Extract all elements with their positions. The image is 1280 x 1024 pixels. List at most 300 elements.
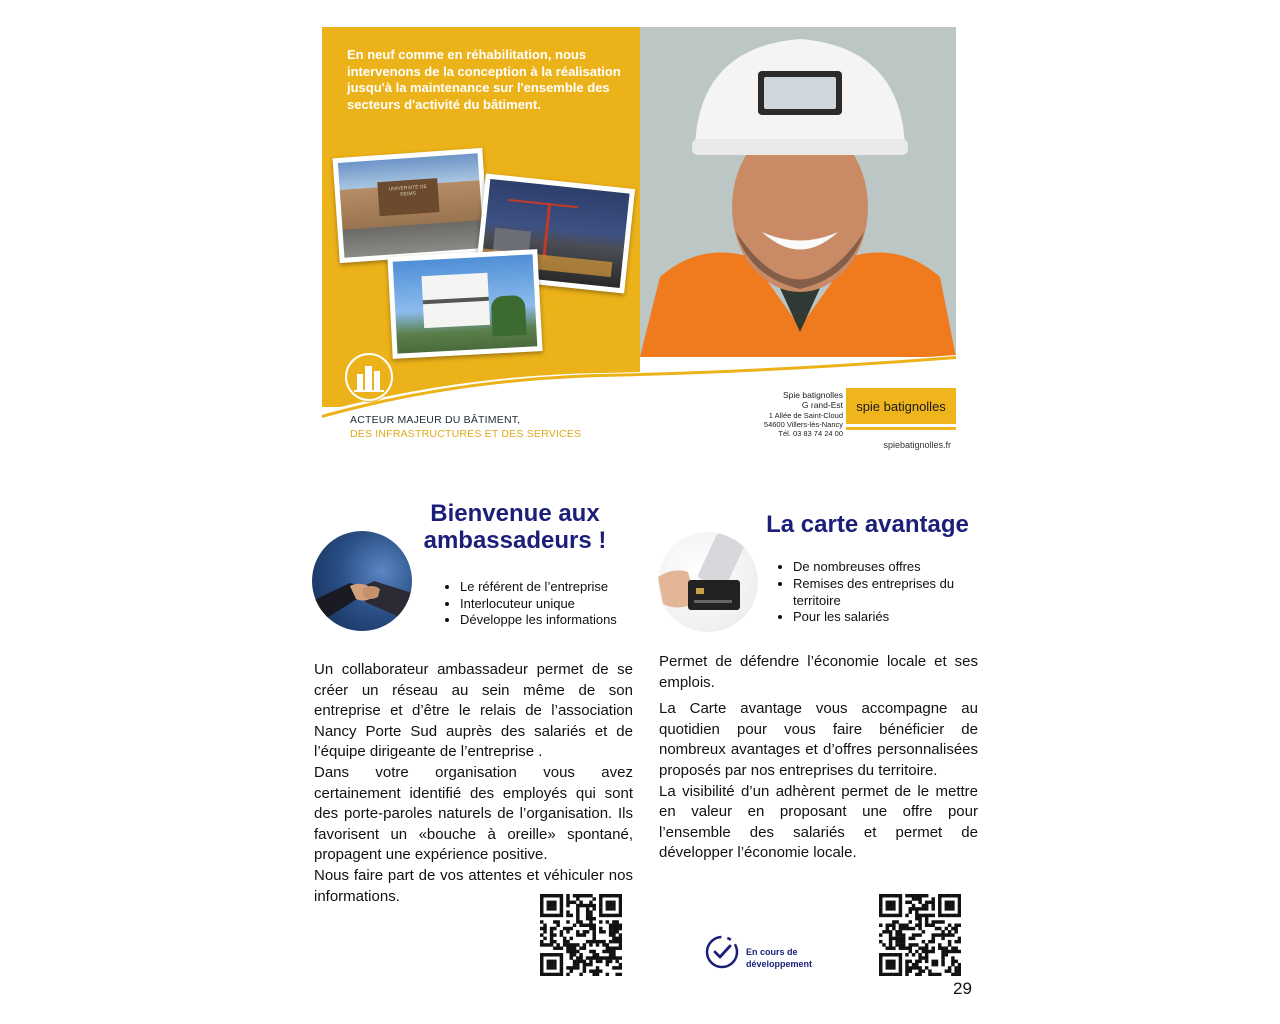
- qr-module: [945, 946, 948, 949]
- qr-module: [892, 907, 895, 910]
- qr-module: [540, 907, 543, 910]
- qr-module: [954, 950, 957, 953]
- qr-module: [909, 969, 912, 972]
- qr-module: [945, 927, 948, 930]
- qr-module: [570, 956, 573, 959]
- qr-module: [899, 933, 902, 936]
- qr-module: [925, 924, 928, 927]
- qr-module: [954, 924, 957, 927]
- qr-module: [615, 914, 618, 917]
- qr-module: [909, 910, 912, 913]
- qr-module: [918, 969, 921, 972]
- qr-module: [922, 940, 925, 943]
- qr-module: [560, 953, 563, 956]
- qr-module: [879, 966, 882, 969]
- brand-logo: spie batignolles: [846, 388, 956, 424]
- qr-module: [895, 920, 898, 923]
- qr-module: [612, 927, 615, 930]
- qr-module: [586, 940, 589, 943]
- qr-module: [905, 973, 908, 976]
- qr-module: [879, 940, 882, 943]
- qr-module: [566, 894, 569, 897]
- qr-module: [602, 950, 605, 953]
- qr-module: [905, 924, 908, 927]
- qr-module: [596, 943, 599, 946]
- qr-module: [589, 904, 592, 907]
- qr-module: [954, 973, 957, 976]
- qr-module: [895, 937, 898, 940]
- qr-module: [886, 924, 889, 927]
- qr-module: [550, 904, 553, 907]
- qr-module: [560, 966, 563, 969]
- qr-module: [879, 910, 882, 913]
- qr-module: [895, 940, 898, 943]
- qr-module: [592, 969, 595, 972]
- qr-module: [905, 953, 908, 956]
- qr-module: [553, 904, 556, 907]
- qr-module: [879, 960, 882, 963]
- qr-module: [540, 904, 543, 907]
- qr-module: [954, 894, 957, 897]
- qr-module: [579, 901, 582, 904]
- qr-module: [909, 907, 912, 910]
- qr-module: [586, 904, 589, 907]
- qr-module: [566, 897, 569, 900]
- qr-module: [935, 973, 938, 976]
- qr-module: [958, 897, 961, 900]
- qr-module: [599, 914, 602, 917]
- qr-code-right[interactable]: [879, 894, 961, 976]
- qr-module: [592, 904, 595, 907]
- qr-module: [889, 943, 892, 946]
- qr-module: [889, 914, 892, 917]
- qr-module: [553, 953, 556, 956]
- qr-module: [915, 894, 918, 897]
- qr-module: [543, 894, 546, 897]
- qr-module: [918, 956, 921, 959]
- qr-module: [540, 956, 543, 959]
- qr-module: [560, 910, 563, 913]
- qr-module: [576, 897, 579, 900]
- qr-module: [945, 953, 948, 956]
- qr-module: [902, 927, 905, 930]
- qr-module: [576, 917, 579, 920]
- qr-module: [928, 950, 931, 953]
- qr-module: [556, 953, 559, 956]
- qr-module: [586, 910, 589, 913]
- qr-module: [954, 927, 957, 930]
- qr-module: [899, 907, 902, 910]
- qr-module: [553, 946, 556, 949]
- qr-module: [612, 930, 615, 933]
- qr-module: [540, 933, 543, 936]
- qr-module: [925, 907, 928, 910]
- qr-module: [948, 914, 951, 917]
- qr-module: [889, 907, 892, 910]
- qr-module: [540, 953, 543, 956]
- qr-module: [612, 914, 615, 917]
- qr-module: [553, 940, 556, 943]
- qr-module: [899, 963, 902, 966]
- qr-module: [958, 940, 961, 943]
- qr-module: [931, 914, 934, 917]
- qr-module: [951, 933, 954, 936]
- qr-module: [589, 943, 592, 946]
- qr-module: [615, 940, 618, 943]
- qr-module: [941, 914, 944, 917]
- qr-module: [606, 901, 609, 904]
- qr-module: [958, 937, 961, 940]
- qr-module: [899, 897, 902, 900]
- qr-module: [902, 924, 905, 927]
- ad-website-url: spiebatignolles.fr: [883, 440, 951, 450]
- qr-module: [570, 901, 573, 904]
- qr-module: [912, 927, 915, 930]
- qr-module: [583, 960, 586, 963]
- qr-module: [892, 963, 895, 966]
- qr-module: [925, 904, 928, 907]
- qr-module: [540, 963, 543, 966]
- qr-module: [895, 933, 898, 936]
- payment-card-image: [658, 532, 758, 632]
- qr-module: [599, 910, 602, 913]
- qr-module: [945, 894, 948, 897]
- qr-module: [948, 969, 951, 972]
- qr-module: [570, 937, 573, 940]
- qr-module: [547, 907, 550, 910]
- qr-module: [612, 953, 615, 956]
- qr-module: [612, 933, 615, 936]
- qr-module: [892, 894, 895, 897]
- qr-module: [589, 917, 592, 920]
- qr-module: [570, 950, 573, 953]
- qr-module: [573, 950, 576, 953]
- qr-module: [602, 914, 605, 917]
- qr-module: [553, 901, 556, 904]
- qr-module: [925, 920, 928, 923]
- qr-module: [918, 894, 921, 897]
- qr-module: [938, 920, 941, 923]
- qr-module: [948, 950, 951, 953]
- qr-module: [928, 973, 931, 976]
- qr-module: [579, 904, 582, 907]
- qr-module: [889, 940, 892, 943]
- qr-module: [889, 966, 892, 969]
- qr-module: [915, 914, 918, 917]
- qr-module: [892, 904, 895, 907]
- qr-module: [954, 940, 957, 943]
- qr-module: [951, 973, 954, 976]
- qr-module: [599, 920, 602, 923]
- qr-module: [925, 960, 928, 963]
- qr-module: [540, 910, 543, 913]
- qr-module: [945, 901, 948, 904]
- qr-module: [935, 920, 938, 923]
- qr-module: [543, 930, 546, 933]
- qr-module: [576, 943, 579, 946]
- qr-module: [941, 937, 944, 940]
- qr-module: [566, 904, 569, 907]
- qr-module: [619, 907, 622, 910]
- qr-module: [560, 946, 563, 949]
- qr-module: [576, 907, 579, 910]
- qr-module: [543, 927, 546, 930]
- qr-module: [543, 953, 546, 956]
- qr-module: [889, 904, 892, 907]
- qr-module: [892, 914, 895, 917]
- qr-module: [553, 920, 556, 923]
- qr-module: [941, 930, 944, 933]
- qr-module: [602, 894, 605, 897]
- qr-module: [928, 914, 931, 917]
- qr-module: [915, 963, 918, 966]
- qr-module: [550, 963, 553, 966]
- qr-module: [583, 924, 586, 927]
- qr-module: [909, 937, 912, 940]
- qr-module: [879, 894, 882, 897]
- qr-module: [579, 956, 582, 959]
- qr-module: [609, 904, 612, 907]
- qr-module: [609, 960, 612, 963]
- qr-module: [941, 963, 944, 966]
- qr-module: [612, 966, 615, 969]
- qr-module: [576, 960, 579, 963]
- qr-module: [599, 907, 602, 910]
- buildings-logo-icon: [344, 352, 394, 402]
- qr-module: [931, 897, 934, 900]
- qr-module: [931, 924, 934, 927]
- qr-module: [576, 956, 579, 959]
- qr-code-left[interactable]: [540, 894, 622, 976]
- qr-module: [899, 910, 902, 913]
- qr-module: [550, 894, 553, 897]
- qr-module: [566, 930, 569, 933]
- qr-module: [573, 924, 576, 927]
- qr-module: [935, 927, 938, 930]
- company-line2: G rand-Est: [801, 400, 843, 410]
- qr-module: [570, 946, 573, 949]
- qr-module: [619, 940, 622, 943]
- qr-module: [918, 946, 921, 949]
- paragraph: Permet de défendre l’économie locale et ses emplois.: [659, 653, 978, 691]
- qr-module: [941, 953, 944, 956]
- qr-module: [576, 904, 579, 907]
- qr-module: [619, 937, 622, 940]
- qr-module: [918, 897, 921, 900]
- qr-module: [553, 973, 556, 976]
- qr-module: [566, 927, 569, 930]
- qr-module: [589, 950, 592, 953]
- qr-module: [886, 946, 889, 949]
- qr-module: [583, 930, 586, 933]
- qr-module: [576, 933, 579, 936]
- qr-module: [619, 963, 622, 966]
- qr-module: [899, 924, 902, 927]
- list-item: • Le référent de l’entreprise: [460, 579, 617, 596]
- paragraph: Nous faire part de vos attentes et véhiculer nos informations.: [314, 866, 633, 905]
- check-circle-icon: [704, 934, 740, 970]
- qr-module: [560, 930, 563, 933]
- qr-module: [592, 924, 595, 927]
- qr-module: [912, 937, 915, 940]
- qr-module: [889, 937, 892, 940]
- qr-module: [915, 960, 918, 963]
- qr-module: [958, 914, 961, 917]
- qr-module: [879, 963, 882, 966]
- qr-module: [573, 943, 576, 946]
- qr-module: [948, 940, 951, 943]
- qr-module: [619, 910, 622, 913]
- qr-module: [592, 937, 595, 940]
- qr-module: [886, 927, 889, 930]
- qr-module: [925, 914, 928, 917]
- qr-module: [905, 963, 908, 966]
- qr-module: [586, 924, 589, 927]
- qr-module: [540, 960, 543, 963]
- qr-module: [945, 950, 948, 953]
- qr-module: [560, 969, 563, 972]
- qr-module: [899, 904, 902, 907]
- qr-module: [892, 966, 895, 969]
- qr-module: [958, 910, 961, 913]
- qr-module: [589, 924, 592, 927]
- paragraph: La visibilité d’un adhèrent permet de le mettre en valeur en proposant une offre pour l’ensemble des salariés et permet de développer l’économie locale.: [659, 782, 978, 862]
- qr-module: [918, 924, 921, 927]
- qr-module: [925, 917, 928, 920]
- qr-module: [928, 924, 931, 927]
- qr-module: [606, 956, 609, 959]
- qr-module: [905, 960, 908, 963]
- qr-module: [586, 930, 589, 933]
- qr-module: [918, 966, 921, 969]
- qr-module: [609, 950, 612, 953]
- qr-module: [925, 901, 928, 904]
- qr-module: [606, 914, 609, 917]
- qr-module: [612, 901, 615, 904]
- qr-module: [602, 940, 605, 943]
- ad-company-name: [717, 390, 843, 410]
- qr-module: [553, 907, 556, 910]
- qr-module: [905, 927, 908, 930]
- qr-module: [599, 901, 602, 904]
- qr-module: [948, 966, 951, 969]
- qr-module: [912, 963, 915, 966]
- qr-module: [619, 933, 622, 936]
- qr-module: [925, 953, 928, 956]
- qr-module: [899, 894, 902, 897]
- qr-module: [931, 901, 934, 904]
- qr-module: [899, 973, 902, 976]
- qr-module: [892, 937, 895, 940]
- qr-module: [895, 930, 898, 933]
- qr-module: [560, 963, 563, 966]
- qr-module: [560, 907, 563, 910]
- qr-module: [954, 930, 957, 933]
- qr-module: [596, 960, 599, 963]
- qr-module: [596, 956, 599, 959]
- qr-module: [586, 956, 589, 959]
- qr-module: [612, 904, 615, 907]
- qr-module: [612, 924, 615, 927]
- qr-module: [563, 940, 566, 943]
- qr-module: [951, 894, 954, 897]
- qr-module: [954, 966, 957, 969]
- university-sign-text: UNIVERSITÉ DE REIMS: [388, 183, 428, 198]
- qr-module: [550, 907, 553, 910]
- qr-module: [905, 969, 908, 972]
- qr-module: [606, 973, 609, 976]
- qr-module: [918, 953, 921, 956]
- qr-module: [599, 904, 602, 907]
- qr-module: [596, 973, 599, 976]
- qr-module: [909, 894, 912, 897]
- qr-module: [931, 907, 934, 910]
- qr-module: [556, 924, 559, 927]
- qr-module: [576, 894, 579, 897]
- qr-module: [609, 894, 612, 897]
- qr-module: [886, 904, 889, 907]
- qr-module: [609, 953, 612, 956]
- qr-module: [592, 973, 595, 976]
- qr-module: [892, 920, 895, 923]
- qr-module: [556, 946, 559, 949]
- qr-module: [579, 920, 582, 923]
- qr-module: [905, 946, 908, 949]
- qr-module: [560, 933, 563, 936]
- qr-module: [931, 904, 934, 907]
- qr-module: [958, 966, 961, 969]
- qr-module: [899, 956, 902, 959]
- qr-module: [547, 894, 550, 897]
- qr-module: [550, 901, 553, 904]
- qr-module: [958, 963, 961, 966]
- qr-module: [602, 930, 605, 933]
- qr-module: [589, 901, 592, 904]
- qr-module: [589, 956, 592, 959]
- qr-module: [905, 901, 908, 904]
- qr-module: [560, 897, 563, 900]
- qr-module: [573, 953, 576, 956]
- qr-module: [599, 897, 602, 900]
- qr-module: [922, 950, 925, 953]
- qr-module: [556, 914, 559, 917]
- qr-module: [606, 920, 609, 923]
- qr-module: [566, 920, 569, 923]
- qr-module: [583, 894, 586, 897]
- qr-module: [879, 914, 882, 917]
- qr-module: [579, 924, 582, 927]
- qr-module: [938, 927, 941, 930]
- qr-module: [958, 907, 961, 910]
- qr-module: [879, 953, 882, 956]
- qr-module: [931, 937, 934, 940]
- qr-module: [586, 907, 589, 910]
- qr-module: [954, 946, 957, 949]
- qr-module: [938, 914, 941, 917]
- qr-module: [615, 973, 618, 976]
- qr-module: [938, 943, 941, 946]
- qr-module: [879, 897, 882, 900]
- modern-building-photo: [387, 249, 542, 359]
- qr-module: [540, 973, 543, 976]
- qr-module: [899, 901, 902, 904]
- qr-module: [889, 946, 892, 949]
- qr-module: [592, 940, 595, 943]
- qr-module: [915, 897, 918, 900]
- qr-module: [592, 907, 595, 910]
- qr-module: [570, 914, 573, 917]
- qr-module: [592, 950, 595, 953]
